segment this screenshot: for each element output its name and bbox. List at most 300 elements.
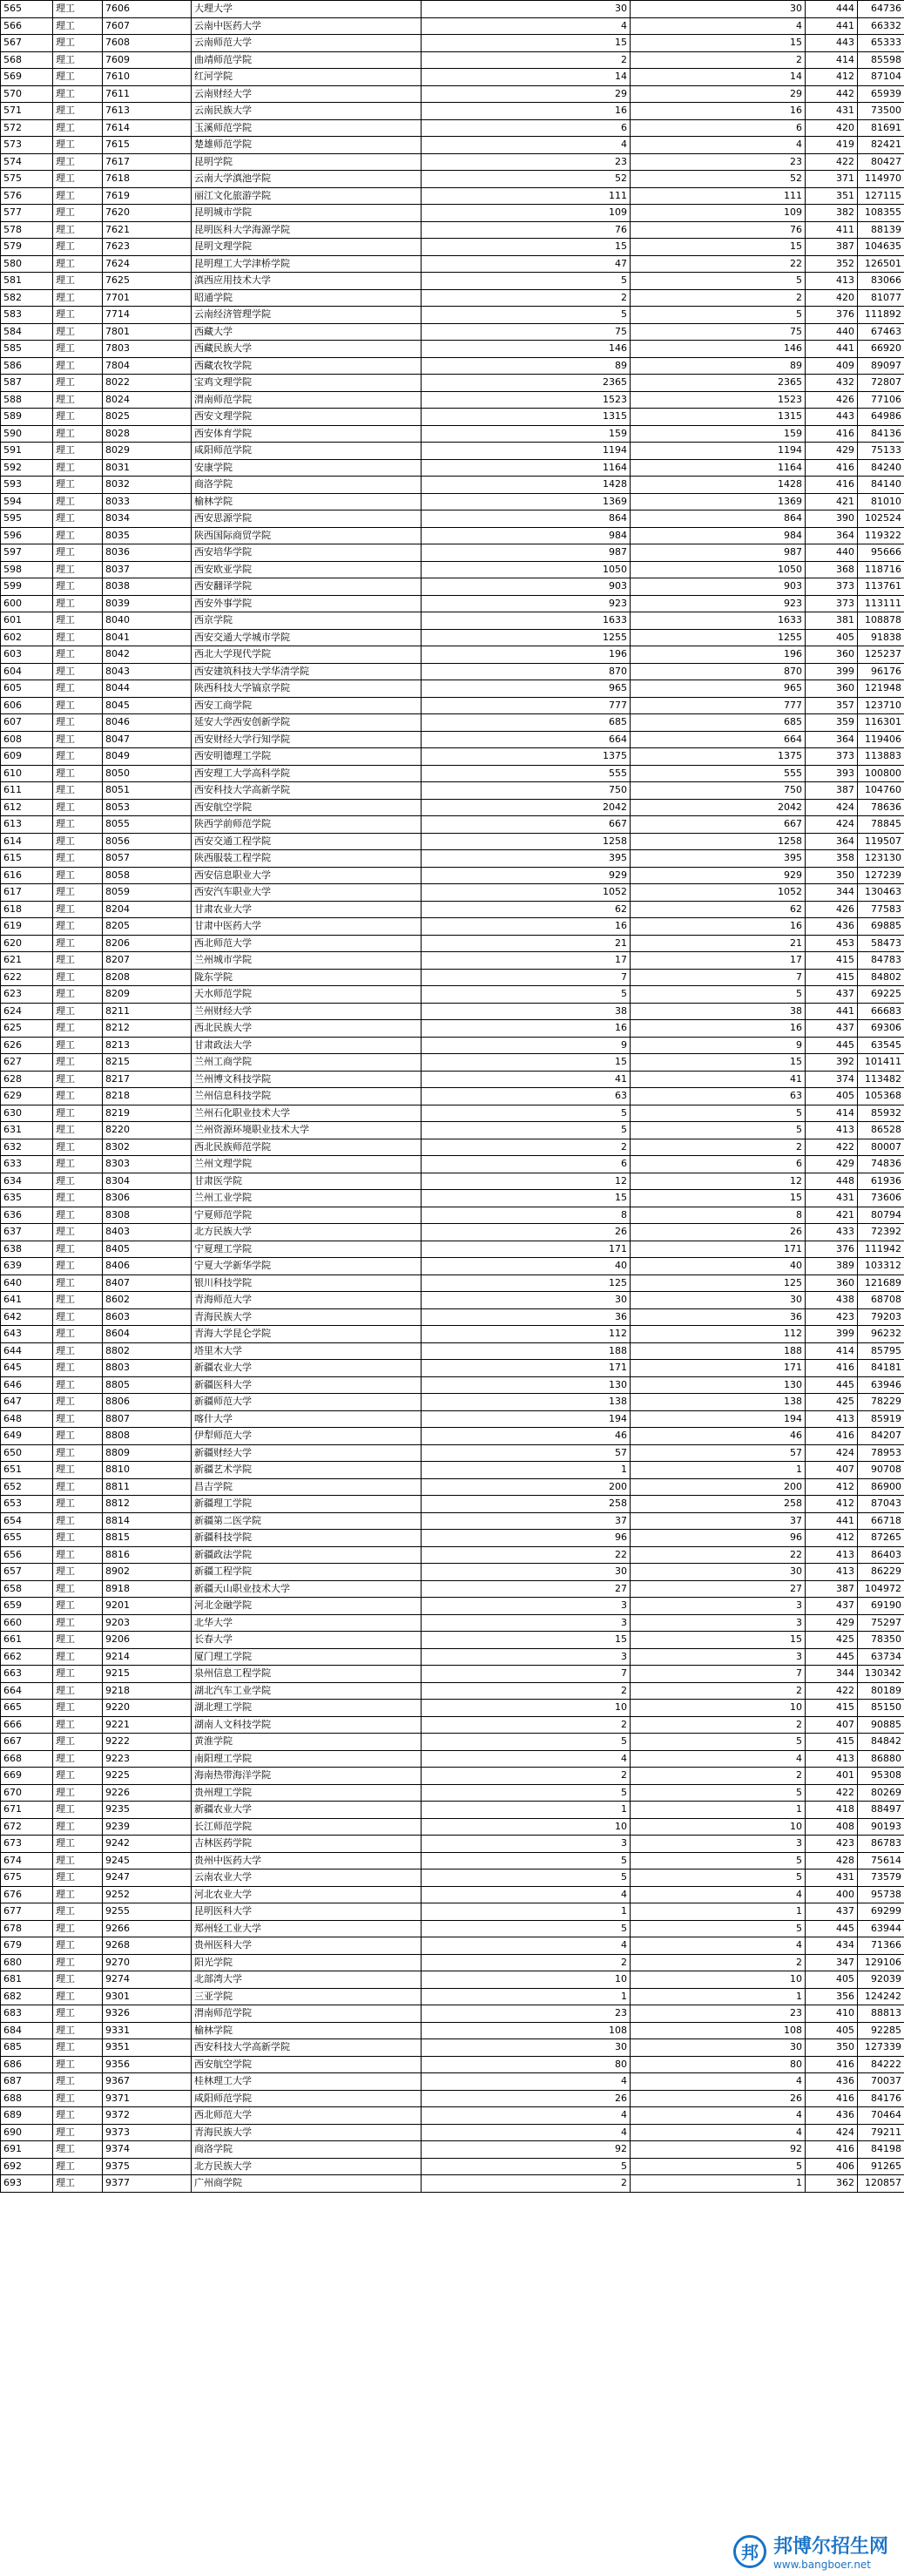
category: 理工 bbox=[53, 510, 103, 528]
admitted-count: 984 bbox=[631, 527, 806, 544]
school-name: 喀什大学 bbox=[192, 1410, 422, 1428]
table-row bbox=[1, 1598, 904, 1615]
table-row bbox=[1, 137, 904, 154]
table-row bbox=[1, 307, 904, 324]
table-row bbox=[1, 357, 904, 375]
row-index: 645 bbox=[1, 1360, 53, 1377]
plan-count: 30 bbox=[422, 1, 631, 18]
watermark-logo-char: 邦 bbox=[740, 2542, 759, 2563]
table-row bbox=[1, 477, 904, 494]
min-score: 421 bbox=[806, 1207, 858, 1224]
plan-count: 76 bbox=[422, 221, 631, 239]
category: 理工 bbox=[53, 935, 103, 952]
min-rank: 63946 bbox=[858, 1376, 904, 1394]
table-row bbox=[1, 867, 904, 884]
school-name: 昆明城市学院 bbox=[192, 205, 422, 222]
table-row bbox=[1, 799, 904, 816]
row-index: 630 bbox=[1, 1105, 53, 1122]
plan-count: 5 bbox=[422, 273, 631, 290]
plan-count: 37 bbox=[422, 1512, 631, 1530]
category: 理工 bbox=[53, 1903, 103, 1921]
admitted-count: 4 bbox=[631, 137, 806, 154]
min-rank: 90708 bbox=[858, 1462, 904, 1479]
min-score: 424 bbox=[806, 816, 858, 834]
school-code: 9201 bbox=[103, 1598, 192, 1615]
plan-count: 15 bbox=[422, 35, 631, 52]
school-name: 郑州轻工业大学 bbox=[192, 1920, 422, 1937]
plan-count: 26 bbox=[422, 1224, 631, 1241]
plan-count: 30 bbox=[422, 2039, 631, 2057]
category: 理工 bbox=[53, 1207, 103, 1224]
school-name: 西北大学现代学院 bbox=[192, 646, 422, 664]
min-rank: 78350 bbox=[858, 1632, 904, 1649]
school-code: 9255 bbox=[103, 1903, 192, 1921]
category: 理工 bbox=[53, 1818, 103, 1836]
school-code: 7609 bbox=[103, 51, 192, 69]
min-rank: 113482 bbox=[858, 1071, 904, 1088]
min-score: 405 bbox=[806, 1088, 858, 1105]
row-index: 632 bbox=[1, 1139, 53, 1156]
plan-count: 4 bbox=[422, 2107, 631, 2125]
min-rank: 66683 bbox=[858, 1003, 904, 1020]
min-rank: 118716 bbox=[858, 561, 904, 578]
row-index: 575 bbox=[1, 171, 53, 188]
row-index: 587 bbox=[1, 375, 53, 392]
category: 理工 bbox=[53, 731, 103, 748]
school-code: 7611 bbox=[103, 85, 192, 103]
plan-count: 870 bbox=[422, 663, 631, 680]
min-score: 440 bbox=[806, 323, 858, 341]
category: 理工 bbox=[53, 289, 103, 307]
category: 理工 bbox=[53, 663, 103, 680]
school-code: 9206 bbox=[103, 1632, 192, 1649]
school-code: 9372 bbox=[103, 2107, 192, 2125]
min-score: 414 bbox=[806, 51, 858, 69]
min-score: 412 bbox=[806, 1530, 858, 1547]
min-score: 420 bbox=[806, 119, 858, 137]
school-code: 7618 bbox=[103, 171, 192, 188]
min-score: 418 bbox=[806, 1802, 858, 1819]
school-name: 兰州石化职业技术大学 bbox=[192, 1105, 422, 1122]
category: 理工 bbox=[53, 765, 103, 782]
min-score: 445 bbox=[806, 1037, 858, 1054]
admitted-count: 194 bbox=[631, 1410, 806, 1428]
school-code: 8046 bbox=[103, 714, 192, 732]
school-name: 昭通学院 bbox=[192, 289, 422, 307]
admitted-count: 2 bbox=[631, 1682, 806, 1700]
plan-count: 15 bbox=[422, 1054, 631, 1072]
school-code: 8205 bbox=[103, 918, 192, 936]
plan-count: 1255 bbox=[422, 629, 631, 646]
table-row bbox=[1, 391, 904, 409]
row-index: 566 bbox=[1, 17, 53, 35]
min-rank: 127239 bbox=[858, 867, 904, 884]
school-code: 8302 bbox=[103, 1139, 192, 1156]
category: 理工 bbox=[53, 1802, 103, 1819]
admitted-count: 108 bbox=[631, 2022, 806, 2039]
plan-count: 40 bbox=[422, 1258, 631, 1275]
table-row bbox=[1, 1784, 904, 1802]
category: 理工 bbox=[53, 51, 103, 69]
table-row bbox=[1, 1700, 904, 1717]
school-code: 8051 bbox=[103, 782, 192, 800]
table-row bbox=[1, 918, 904, 936]
plan-count: 130 bbox=[422, 1376, 631, 1394]
category: 理工 bbox=[53, 1937, 103, 1955]
table-row bbox=[1, 409, 904, 426]
plan-count: 23 bbox=[422, 2005, 631, 2023]
row-index: 568 bbox=[1, 51, 53, 69]
table-row bbox=[1, 901, 904, 918]
table-row bbox=[1, 969, 904, 986]
school-name: 曲靖师范学院 bbox=[192, 51, 422, 69]
school-name: 西安航空学院 bbox=[192, 799, 422, 816]
min-rank: 116301 bbox=[858, 714, 904, 732]
table-row bbox=[1, 1139, 904, 1156]
school-name: 长江师范学院 bbox=[192, 1818, 422, 1836]
plan-count: 194 bbox=[422, 1410, 631, 1428]
admitted-count: 15 bbox=[631, 239, 806, 256]
table-row bbox=[1, 171, 904, 188]
category: 理工 bbox=[53, 918, 103, 936]
category: 理工 bbox=[53, 1580, 103, 1598]
category: 理工 bbox=[53, 2039, 103, 2057]
admitted-count: 1369 bbox=[631, 493, 806, 510]
school-code: 7714 bbox=[103, 307, 192, 324]
min-rank: 113111 bbox=[858, 595, 904, 612]
row-index: 627 bbox=[1, 1054, 53, 1072]
school-code: 8812 bbox=[103, 1496, 192, 1513]
plan-count: 36 bbox=[422, 1308, 631, 1326]
plan-count: 4 bbox=[422, 1937, 631, 1955]
plan-count: 923 bbox=[422, 595, 631, 612]
min-rank: 88813 bbox=[858, 2005, 904, 2023]
school-code: 9270 bbox=[103, 1954, 192, 1971]
category: 理工 bbox=[53, 1750, 103, 1768]
admitted-count: 2 bbox=[631, 1716, 806, 1734]
school-code: 8807 bbox=[103, 1410, 192, 1428]
school-name: 西安科技大学高新学院 bbox=[192, 2039, 422, 2057]
school-name: 新疆医科大学 bbox=[192, 1376, 422, 1394]
admitted-count: 664 bbox=[631, 731, 806, 748]
admitted-count: 57 bbox=[631, 1444, 806, 1462]
school-code: 8049 bbox=[103, 748, 192, 766]
admitted-count: 16 bbox=[631, 103, 806, 120]
admitted-count: 52 bbox=[631, 171, 806, 188]
min-rank: 73579 bbox=[858, 1869, 904, 1887]
school-name: 宝鸡文理学院 bbox=[192, 375, 422, 392]
school-code: 8043 bbox=[103, 663, 192, 680]
admitted-count: 1164 bbox=[631, 459, 806, 477]
row-index: 665 bbox=[1, 1700, 53, 1717]
row-index: 663 bbox=[1, 1666, 53, 1683]
min-rank: 81691 bbox=[858, 119, 904, 137]
admitted-count: 7 bbox=[631, 969, 806, 986]
admitted-count: 4 bbox=[631, 1886, 806, 1903]
table-row bbox=[1, 1716, 904, 1734]
category: 理工 bbox=[53, 595, 103, 612]
table-row bbox=[1, 816, 904, 834]
table-row bbox=[1, 1666, 904, 1683]
admitted-count: 5 bbox=[631, 2158, 806, 2175]
school-name: 渭南师范学院 bbox=[192, 391, 422, 409]
school-name: 广州商学院 bbox=[192, 2175, 422, 2193]
min-score: 408 bbox=[806, 1818, 858, 1836]
min-rank: 79203 bbox=[858, 1308, 904, 1326]
min-rank: 69306 bbox=[858, 1020, 904, 1038]
school-name: 贵州医科大学 bbox=[192, 1937, 422, 1955]
plan-count: 2 bbox=[422, 51, 631, 69]
school-code: 7624 bbox=[103, 255, 192, 273]
min-score: 373 bbox=[806, 578, 858, 596]
school-name: 湖南人文科技学院 bbox=[192, 1716, 422, 1734]
min-rank: 86880 bbox=[858, 1750, 904, 1768]
min-score: 400 bbox=[806, 1886, 858, 1903]
plan-count: 22 bbox=[422, 1546, 631, 1564]
min-score: 429 bbox=[806, 1156, 858, 1173]
admitted-count: 987 bbox=[631, 544, 806, 562]
school-name: 河北金融学院 bbox=[192, 1598, 422, 1615]
category: 理工 bbox=[53, 1105, 103, 1122]
row-index: 676 bbox=[1, 1886, 53, 1903]
min-rank: 69885 bbox=[858, 918, 904, 936]
admitted-count: 1633 bbox=[631, 612, 806, 630]
category: 理工 bbox=[53, 1394, 103, 1411]
min-score: 387 bbox=[806, 782, 858, 800]
admitted-count: 138 bbox=[631, 1394, 806, 1411]
min-score: 371 bbox=[806, 171, 858, 188]
row-index: 570 bbox=[1, 85, 53, 103]
min-score: 443 bbox=[806, 35, 858, 52]
min-rank: 75614 bbox=[858, 1852, 904, 1869]
admitted-count: 2 bbox=[631, 1139, 806, 1156]
min-score: 415 bbox=[806, 952, 858, 970]
table-row bbox=[1, 1648, 904, 1666]
min-rank: 65333 bbox=[858, 35, 904, 52]
table-row bbox=[1, 1105, 904, 1122]
watermark bbox=[733, 2532, 888, 2571]
table-row bbox=[1, 2090, 904, 2107]
admitted-count: 125 bbox=[631, 1274, 806, 1292]
plan-count: 3 bbox=[422, 1836, 631, 1853]
admitted-count: 4 bbox=[631, 1937, 806, 1955]
plan-count: 200 bbox=[422, 1478, 631, 1496]
category: 理工 bbox=[53, 544, 103, 562]
table-row bbox=[1, 1020, 904, 1038]
school-name: 西安工商学院 bbox=[192, 697, 422, 714]
table-row bbox=[1, 1734, 904, 1751]
school-code: 8050 bbox=[103, 765, 192, 782]
min-score: 413 bbox=[806, 1410, 858, 1428]
row-index: 674 bbox=[1, 1852, 53, 1869]
admitted-count: 6 bbox=[631, 1156, 806, 1173]
category: 理工 bbox=[53, 357, 103, 375]
min-score: 436 bbox=[806, 2073, 858, 2091]
category: 理工 bbox=[53, 1139, 103, 1156]
plan-count: 108 bbox=[422, 2022, 631, 2039]
min-score: 364 bbox=[806, 527, 858, 544]
min-score: 434 bbox=[806, 1937, 858, 1955]
row-index: 647 bbox=[1, 1394, 53, 1411]
admitted-count: 92 bbox=[631, 2141, 806, 2159]
table-row bbox=[1, 273, 904, 290]
table-row bbox=[1, 629, 904, 646]
min-score: 411 bbox=[806, 221, 858, 239]
category: 理工 bbox=[53, 273, 103, 290]
row-index: 662 bbox=[1, 1648, 53, 1666]
school-name: 西安交通大学城市学院 bbox=[192, 629, 422, 646]
plan-count: 15 bbox=[422, 1190, 631, 1207]
category: 理工 bbox=[53, 1376, 103, 1394]
row-index: 635 bbox=[1, 1190, 53, 1207]
admitted-count: 1523 bbox=[631, 391, 806, 409]
min-rank: 66718 bbox=[858, 1512, 904, 1530]
min-rank: 86900 bbox=[858, 1478, 904, 1496]
school-code: 8407 bbox=[103, 1274, 192, 1292]
row-index: 666 bbox=[1, 1716, 53, 1734]
admitted-count: 4 bbox=[631, 1750, 806, 1768]
category: 理工 bbox=[53, 1700, 103, 1717]
admitted-count: 76 bbox=[631, 221, 806, 239]
school-code: 8029 bbox=[103, 443, 192, 460]
min-score: 437 bbox=[806, 1903, 858, 1921]
row-index: 670 bbox=[1, 1784, 53, 1802]
min-score: 428 bbox=[806, 1852, 858, 1869]
school-code: 9215 bbox=[103, 1666, 192, 1683]
row-index: 687 bbox=[1, 2073, 53, 2091]
category: 理工 bbox=[53, 1920, 103, 1937]
category: 理工 bbox=[53, 986, 103, 1004]
school-code: 9221 bbox=[103, 1716, 192, 1734]
min-score: 347 bbox=[806, 1954, 858, 1971]
row-index: 653 bbox=[1, 1496, 53, 1513]
school-name: 湖北理工学院 bbox=[192, 1700, 422, 1717]
min-rank: 63944 bbox=[858, 1920, 904, 1937]
row-index: 640 bbox=[1, 1274, 53, 1292]
min-score: 413 bbox=[806, 273, 858, 290]
admitted-count: 1375 bbox=[631, 748, 806, 766]
admitted-count: 16 bbox=[631, 918, 806, 936]
min-score: 431 bbox=[806, 103, 858, 120]
min-score: 368 bbox=[806, 561, 858, 578]
category: 理工 bbox=[53, 171, 103, 188]
category: 理工 bbox=[53, 680, 103, 698]
min-score: 374 bbox=[806, 1071, 858, 1088]
school-code: 8022 bbox=[103, 375, 192, 392]
category: 理工 bbox=[53, 1478, 103, 1496]
school-code: 8802 bbox=[103, 1342, 192, 1360]
table-row bbox=[1, 1410, 904, 1428]
min-score: 424 bbox=[806, 799, 858, 816]
row-index: 682 bbox=[1, 1988, 53, 2005]
school-name: 滇西应用技术大学 bbox=[192, 273, 422, 290]
min-rank: 86229 bbox=[858, 1564, 904, 1581]
watermark-logo-icon bbox=[733, 2535, 766, 2568]
school-name: 泉州信息工程学院 bbox=[192, 1666, 422, 1683]
table-row bbox=[1, 375, 904, 392]
min-rank: 85150 bbox=[858, 1700, 904, 1717]
min-rank: 125237 bbox=[858, 646, 904, 664]
plan-count: 258 bbox=[422, 1496, 631, 1513]
row-index: 624 bbox=[1, 1003, 53, 1020]
row-index: 671 bbox=[1, 1802, 53, 1819]
table-row bbox=[1, 1971, 904, 1989]
school-name: 西藏农牧学院 bbox=[192, 357, 422, 375]
school-code: 8040 bbox=[103, 612, 192, 630]
admitted-count: 903 bbox=[631, 578, 806, 596]
plan-count: 3 bbox=[422, 1648, 631, 1666]
table-row bbox=[1, 1546, 904, 1564]
table-row bbox=[1, 1037, 904, 1054]
table-row bbox=[1, 731, 904, 748]
school-name: 宁夏大学新华学院 bbox=[192, 1258, 422, 1275]
category: 理工 bbox=[53, 1954, 103, 1971]
admitted-count: 5 bbox=[631, 1920, 806, 1937]
admitted-count: 2365 bbox=[631, 375, 806, 392]
plan-count: 89 bbox=[422, 357, 631, 375]
school-code: 8218 bbox=[103, 1088, 192, 1105]
school-code: 7610 bbox=[103, 69, 192, 86]
min-rank: 119507 bbox=[858, 833, 904, 850]
school-name: 西安翻译学院 bbox=[192, 578, 422, 596]
school-name: 昆明学院 bbox=[192, 153, 422, 171]
plan-count: 1 bbox=[422, 1462, 631, 1479]
table-row bbox=[1, 833, 904, 850]
row-index: 615 bbox=[1, 850, 53, 868]
category: 理工 bbox=[53, 2005, 103, 2023]
row-index: 692 bbox=[1, 2158, 53, 2175]
school-name: 银川科技学院 bbox=[192, 1274, 422, 1292]
plan-count: 29 bbox=[422, 85, 631, 103]
row-index: 658 bbox=[1, 1580, 53, 1598]
plan-count: 2 bbox=[422, 1768, 631, 1785]
min-rank: 92039 bbox=[858, 1971, 904, 1989]
min-score: 364 bbox=[806, 731, 858, 748]
row-index: 634 bbox=[1, 1173, 53, 1190]
min-rank: 63734 bbox=[858, 1648, 904, 1666]
table-row bbox=[1, 1088, 904, 1105]
min-score: 413 bbox=[806, 1546, 858, 1564]
min-rank: 75133 bbox=[858, 443, 904, 460]
admitted-count: 750 bbox=[631, 782, 806, 800]
plan-count: 14 bbox=[422, 69, 631, 86]
min-score: 399 bbox=[806, 1326, 858, 1343]
min-score: 352 bbox=[806, 255, 858, 273]
plan-count: 26 bbox=[422, 2090, 631, 2107]
min-rank: 58473 bbox=[858, 935, 904, 952]
admitted-count: 1428 bbox=[631, 477, 806, 494]
admitted-count: 929 bbox=[631, 867, 806, 884]
row-index: 610 bbox=[1, 765, 53, 782]
category: 理工 bbox=[53, 1173, 103, 1190]
school-code: 8815 bbox=[103, 1530, 192, 1547]
min-score: 444 bbox=[806, 1, 858, 18]
min-rank: 104972 bbox=[858, 1580, 904, 1598]
school-code: 9245 bbox=[103, 1852, 192, 1869]
category: 理工 bbox=[53, 1852, 103, 1869]
school-name: 北华大学 bbox=[192, 1614, 422, 1632]
school-code: 8811 bbox=[103, 1478, 192, 1496]
school-code: 8044 bbox=[103, 680, 192, 698]
category: 理工 bbox=[53, 1564, 103, 1581]
school-name: 河北农业大学 bbox=[192, 1886, 422, 1903]
plan-count: 3 bbox=[422, 1614, 631, 1632]
min-rank: 84140 bbox=[858, 477, 904, 494]
school-name: 西安信息职业大学 bbox=[192, 867, 422, 884]
row-index: 577 bbox=[1, 205, 53, 222]
row-index: 680 bbox=[1, 1954, 53, 1971]
min-rank: 130463 bbox=[858, 884, 904, 902]
